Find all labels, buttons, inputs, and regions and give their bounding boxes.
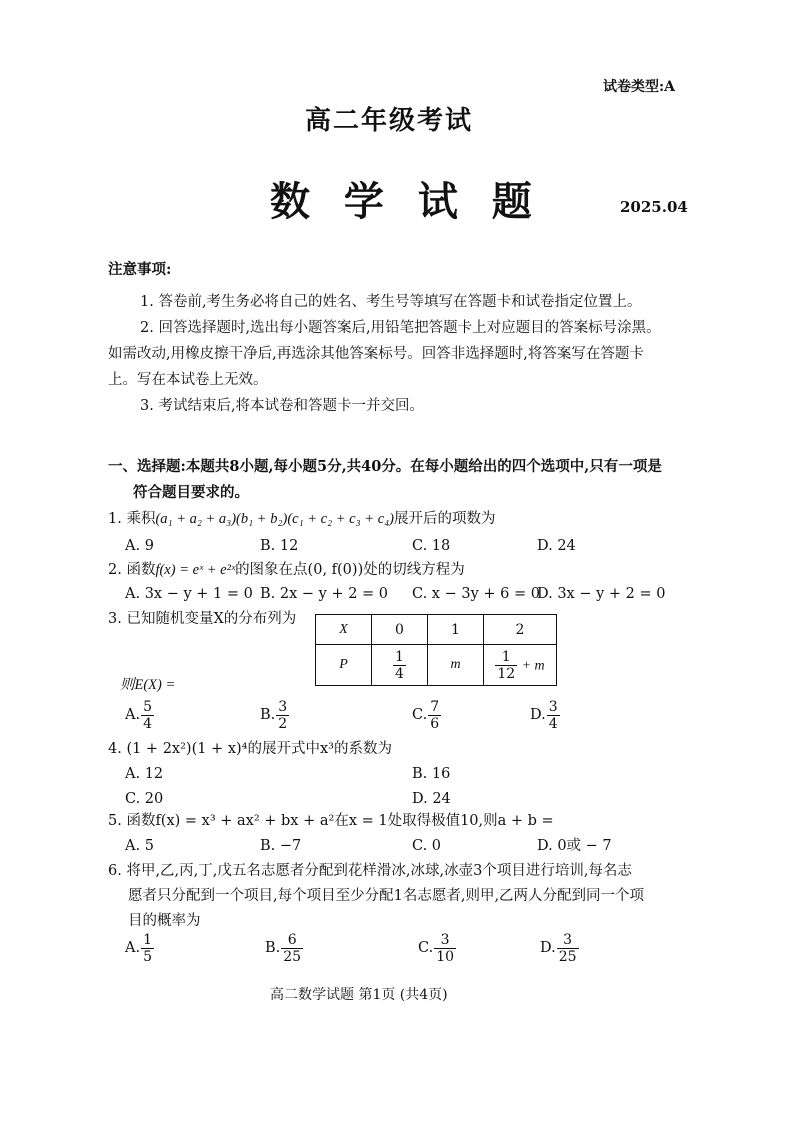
q2-expression: f(x) = eˣ + e²ˣ [155, 562, 236, 578]
frac-den: 12 [497, 665, 516, 682]
frac-num: 1 [501, 648, 511, 665]
frac-den: 10 [436, 949, 455, 965]
option-label: D. [530, 707, 546, 724]
option-label: D. [540, 940, 556, 957]
frac-den: 4 [395, 665, 404, 682]
notice-item-3: 3. 考试结束后,将本试卷和答题卡一并交回。 [140, 398, 425, 414]
q6-option-b [265, 933, 303, 964]
page-footer: 高二数学试题 第1页 (共4页) [270, 987, 448, 1003]
q3-option-d [530, 700, 560, 731]
question-1 [108, 512, 496, 527]
q1-expression: (a₁ + a₂ + a₃)(b₁ + b₂)(c₁ + c₂ + c₃ + c₄) [155, 511, 394, 527]
q1-option-d: D. 24 [537, 538, 576, 554]
table-header-2: 2 [484, 615, 557, 645]
notice-item-2-line-2: 如需改动,用橡皮擦干净后,再选涂其他答案标号。回答非选择题时,将答案写在答题卡 [108, 346, 644, 362]
q3-option-b [260, 700, 289, 731]
question-5: 5. 函数f(x) = x³ + ax² + bx + a²在x = 1处取得极值10,则a + b = [108, 813, 554, 829]
q2-prefix: 2. 函数 [108, 562, 156, 578]
question-4: 4. (1 + 2x²)(1 + x)⁴的展开式中x³的系数为 [108, 741, 392, 757]
table-p-2-tail: + m [521, 658, 545, 673]
q1-prefix: 1. 乘积 [108, 511, 156, 527]
q1-suffix: 展开后的项数为 [394, 511, 496, 527]
section-heading-line-1: 一、选择题:本题共8小题,每小题5分,共40分。在每小题给出的四个选项中,只有一项是 [108, 458, 662, 475]
q3-option-c [412, 700, 441, 731]
q4-option-a: A. 12 [125, 766, 164, 782]
notice-item-1: 1. 答卷前,考生务必将自己的姓名、考生号等填写在答题卡和试卷指定位置上。 [140, 294, 642, 310]
q5-option-d: D. 0或 − 7 [537, 838, 612, 854]
subject-title: 数 学 试 题 [270, 178, 542, 225]
q2-option-a: A. 3x − y + 1 = 0 [125, 586, 253, 602]
frac-den: 6 [430, 716, 440, 732]
q6-option-a [125, 933, 154, 964]
q6-option-c [418, 933, 456, 964]
q1-option-a: A. 9 [125, 538, 154, 554]
option-label: C. [418, 940, 434, 957]
q4-option-d: D. 24 [412, 791, 451, 807]
q1-option-b: B. 12 [260, 538, 299, 554]
question-6-line-1: 6. 将甲,乙,丙,丁,戊五名志愿者分配到花样滑冰,冰球,冰壶3个项目进行培训,每名志 [108, 863, 632, 879]
table-header-1: 1 [428, 615, 484, 645]
q2-option-c: C. x − 3y + 6 = 0 [412, 586, 540, 602]
frac-num: 3 [278, 699, 288, 715]
question-3: 3. 已知随机变量X的分布列为 [108, 611, 297, 627]
q5-option-c: C. 0 [412, 838, 442, 854]
option-label: B. [265, 940, 281, 957]
q2-option-b: B. 2x − y + 2 = 0 [260, 586, 389, 602]
frac-num: 7 [430, 699, 440, 715]
exam-date: 2025.04 [620, 198, 688, 216]
table-p-1: m [428, 645, 484, 686]
q2-suffix: 的图象在点(0, f(0))处的切线方程为 [235, 562, 465, 578]
exam-title: 高二年级考试 [305, 106, 474, 136]
frac-num: 6 [287, 932, 297, 948]
frac-num: 3 [440, 932, 450, 948]
q5-option-a: A. 5 [125, 838, 154, 854]
notice-item-2-line-3: 上。写在本试卷上无效。 [108, 372, 268, 388]
table-p-label: P [316, 645, 372, 686]
frac-num: 5 [143, 699, 153, 715]
q2-option-d: D. 3x − y + 2 = 0 [537, 586, 666, 602]
frac-den: 25 [283, 949, 302, 965]
option-label: A. [125, 940, 141, 957]
section-heading-line-2: 符合题目要求的。 [133, 484, 249, 501]
paper-type: 试卷类型:A [603, 79, 676, 95]
q3-option-a [125, 700, 154, 731]
frac-den: 4 [143, 716, 153, 732]
frac-num: 1 [143, 932, 153, 948]
table-p-0 [372, 645, 428, 686]
q4-option-b: B. 16 [412, 766, 451, 782]
notice-heading: 注意事项: [108, 261, 172, 278]
question-2 [108, 563, 465, 578]
frac-den: 2 [278, 716, 288, 732]
question-6-line-2: 愿者只分配到一个项目,每个项目至少分配1名志愿者,则甲,乙两人分配到同一个项 [128, 888, 645, 904]
table-header-0: 0 [372, 615, 428, 645]
q3-ask: 则E(X) = [120, 677, 176, 693]
option-label: A. [125, 707, 141, 724]
frac-num: 3 [548, 699, 558, 715]
q6-option-d [540, 933, 579, 964]
frac-num: 3 [563, 932, 573, 948]
frac-den: 5 [143, 949, 153, 965]
q5-option-b: B. −7 [260, 838, 302, 854]
frac-num: 1 [395, 648, 404, 665]
option-label: B. [260, 707, 276, 724]
q1-option-c: C. 18 [412, 538, 451, 554]
notice-item-2-line-1: 2. 回答选择题时,选出每小题答案后,用铅笔把答题卡上对应题目的答案标号涂黑。 [140, 320, 661, 336]
frac-den: 4 [548, 716, 558, 732]
table-header-x: X [316, 615, 372, 645]
option-label: C. [412, 707, 428, 724]
question-6-line-3: 目的概率为 [128, 913, 201, 929]
frac-den: 25 [558, 949, 577, 965]
table-p-2 [484, 645, 557, 686]
q4-option-c: C. 20 [125, 791, 164, 807]
distribution-table [315, 614, 557, 686]
